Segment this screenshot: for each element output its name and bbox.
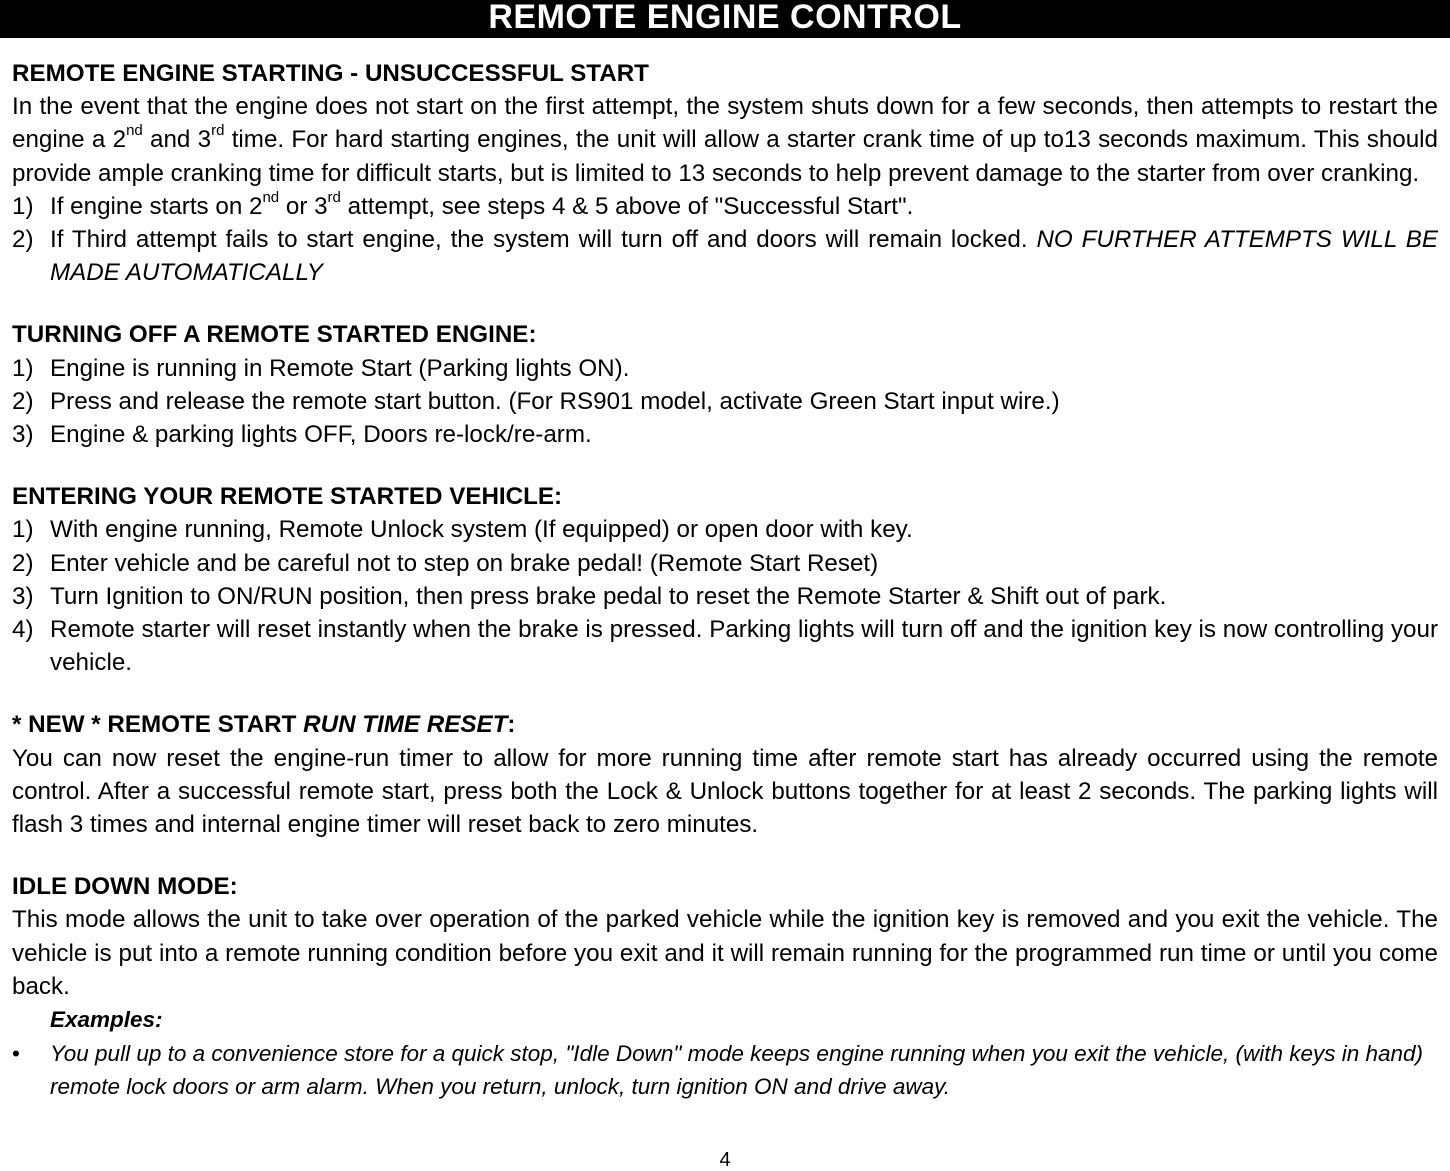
section-spacer: [12, 451, 1438, 480]
page-title: REMOTE ENGINE CONTROL: [488, 0, 962, 36]
section-title-idle-down: IDLE DOWN MODE:: [12, 873, 238, 901]
examples-label: Examples:: [50, 1007, 163, 1033]
list-number: 3): [12, 421, 34, 449]
section-title-entering-vehicle: ENTERING YOUR REMOTE STARTED VEHICLE:: [12, 483, 563, 511]
unsuccessful-text-a: In the event that the engine does not start on the first attempt, the system shuts down for a few seconds, then attempts to restart the engine a 2: [12, 93, 1438, 154]
section-run-time-reset: [12, 708, 1438, 841]
title-part: * NEW * REMOTE START: [12, 711, 304, 739]
section-idle-down: [12, 870, 1438, 1103]
unsuccessful-text-b: and 3: [142, 126, 212, 154]
section-unsuccessful-start: [12, 57, 1438, 289]
unsuccessful-list: [12, 190, 1438, 290]
example-text: You pull up to a convenience store for a quick stop, "Idle Down" mode keeps engine running when you exit the vehicle, (with keys in hand) remote lock doors or arm alarm. When you return, unlock, turn ignition ON and drive away.: [50, 1041, 1424, 1100]
list-text-part: attempt, see steps 4 & 5 above of "Successful Start".: [340, 192, 914, 220]
bullet-icon: •: [12, 1041, 20, 1067]
title-italic-part: RUN TIME RESET: [303, 711, 508, 739]
section-spacer: [12, 679, 1438, 708]
no-further-attempts-warning: NO FURTHER ATTEMPTS WILL BE MADE AUTOMATICALLY: [50, 226, 1438, 287]
list-text: With engine running, Remote Unlock system (If equipped) or open door with key.: [50, 516, 913, 544]
list-number: 2): [12, 387, 34, 415]
list-item: [12, 190, 1438, 223]
title-colon: :: [507, 711, 516, 739]
superscript-rd: rd: [327, 188, 341, 206]
list-item: [12, 418, 1438, 451]
superscript-nd: nd: [262, 188, 280, 206]
section-title-unsuccessful-start: REMOTE ENGINE STARTING - UNSUCCESSFUL START: [12, 60, 649, 87]
list-number: 4): [12, 616, 34, 644]
unsuccessful-text-c: time. For hard starting engines, the unit will allow a starter crank time of up to13 seconds maximum. This should provide ample cranking time for difficult starts, but is limited to 13 seconds to help prevent damage to the starter from over cranking.: [12, 126, 1439, 187]
section-entering-vehicle: [12, 480, 1438, 679]
list-text-part: If Third attempt fails to start engine, the system will turn off and doors will remain locked.: [50, 226, 1037, 254]
entering-list: [12, 513, 1438, 679]
list-text: [50, 223, 1438, 289]
list-text-part: or 3: [279, 192, 328, 220]
list-text: Remote starter will reset instantly when the brake is pressed. Parking lights will turn off and the ignition key is now controlling your vehicle.: [50, 616, 1438, 677]
page-number: 4: [719, 1149, 731, 1171]
list-item: [12, 513, 1438, 546]
list-item: [12, 547, 1438, 580]
list-item: [12, 385, 1438, 418]
list-item: [12, 1037, 1438, 1103]
run-time-reset-paragraph: You can now reset the engine-run timer to allow for more running time after remote start has already occurred using the remote control. After a successful remote start, press both the Lock & Unlock buttons together for at least 2 seconds. The parking lights will flash 3 times and internal engine timer will reset back to zero minutes.: [12, 744, 1438, 839]
list-number: 1): [12, 516, 34, 544]
list-number: 3): [12, 582, 34, 610]
idle-down-paragraph: This mode allows the unit to take over operation of the parked vehicle while the ignition key is removed and you exit the vehicle. The vehicle is put into a remote running condition before you exit and it will remain running for the programmed run time or until you come back.: [12, 906, 1438, 1000]
list-text: Turn Ignition to ON/RUN position, then press brake pedal to reset the Remote Starter & Shift out of park.: [50, 582, 1167, 610]
list-item: [12, 352, 1438, 385]
unsuccessful-paragraph: [12, 90, 1438, 190]
section-title-run-time-reset: [12, 708, 1438, 741]
section-turning-off: [12, 318, 1438, 451]
superscript-rd: rd: [211, 122, 225, 140]
list-number: 2): [12, 549, 34, 577]
section-title-turning-off: TURNING OFF A REMOTE STARTED ENGINE:: [12, 321, 537, 349]
list-text: Engine & parking lights OFF, Doors re-lock/re-arm.: [50, 421, 592, 449]
list-text: Enter vehicle and be careful not to step on brake pedal! (Remote Start Reset): [50, 549, 879, 577]
list-item: [12, 223, 1438, 289]
list-number: 1): [12, 192, 34, 220]
section-spacer: [12, 289, 1438, 318]
list-number: 1): [12, 354, 34, 382]
list-text: Press and release the remote start button. (For RS901 model, activate Green Start input wire.): [50, 387, 1060, 415]
superscript-nd: nd: [126, 122, 143, 140]
turning-off-list: [12, 352, 1438, 452]
list-item: [12, 613, 1438, 679]
list-item: [12, 580, 1438, 613]
section-spacer: [12, 841, 1438, 870]
page-header-bar: [0, 0, 1450, 38]
list-text: Engine is running in Remote Start (Parking lights ON).: [50, 354, 630, 382]
list-text: [50, 190, 1438, 223]
list-text-part: If engine starts on 2: [50, 192, 263, 220]
document-body: [12, 57, 1438, 1103]
list-number: 2): [12, 226, 34, 254]
